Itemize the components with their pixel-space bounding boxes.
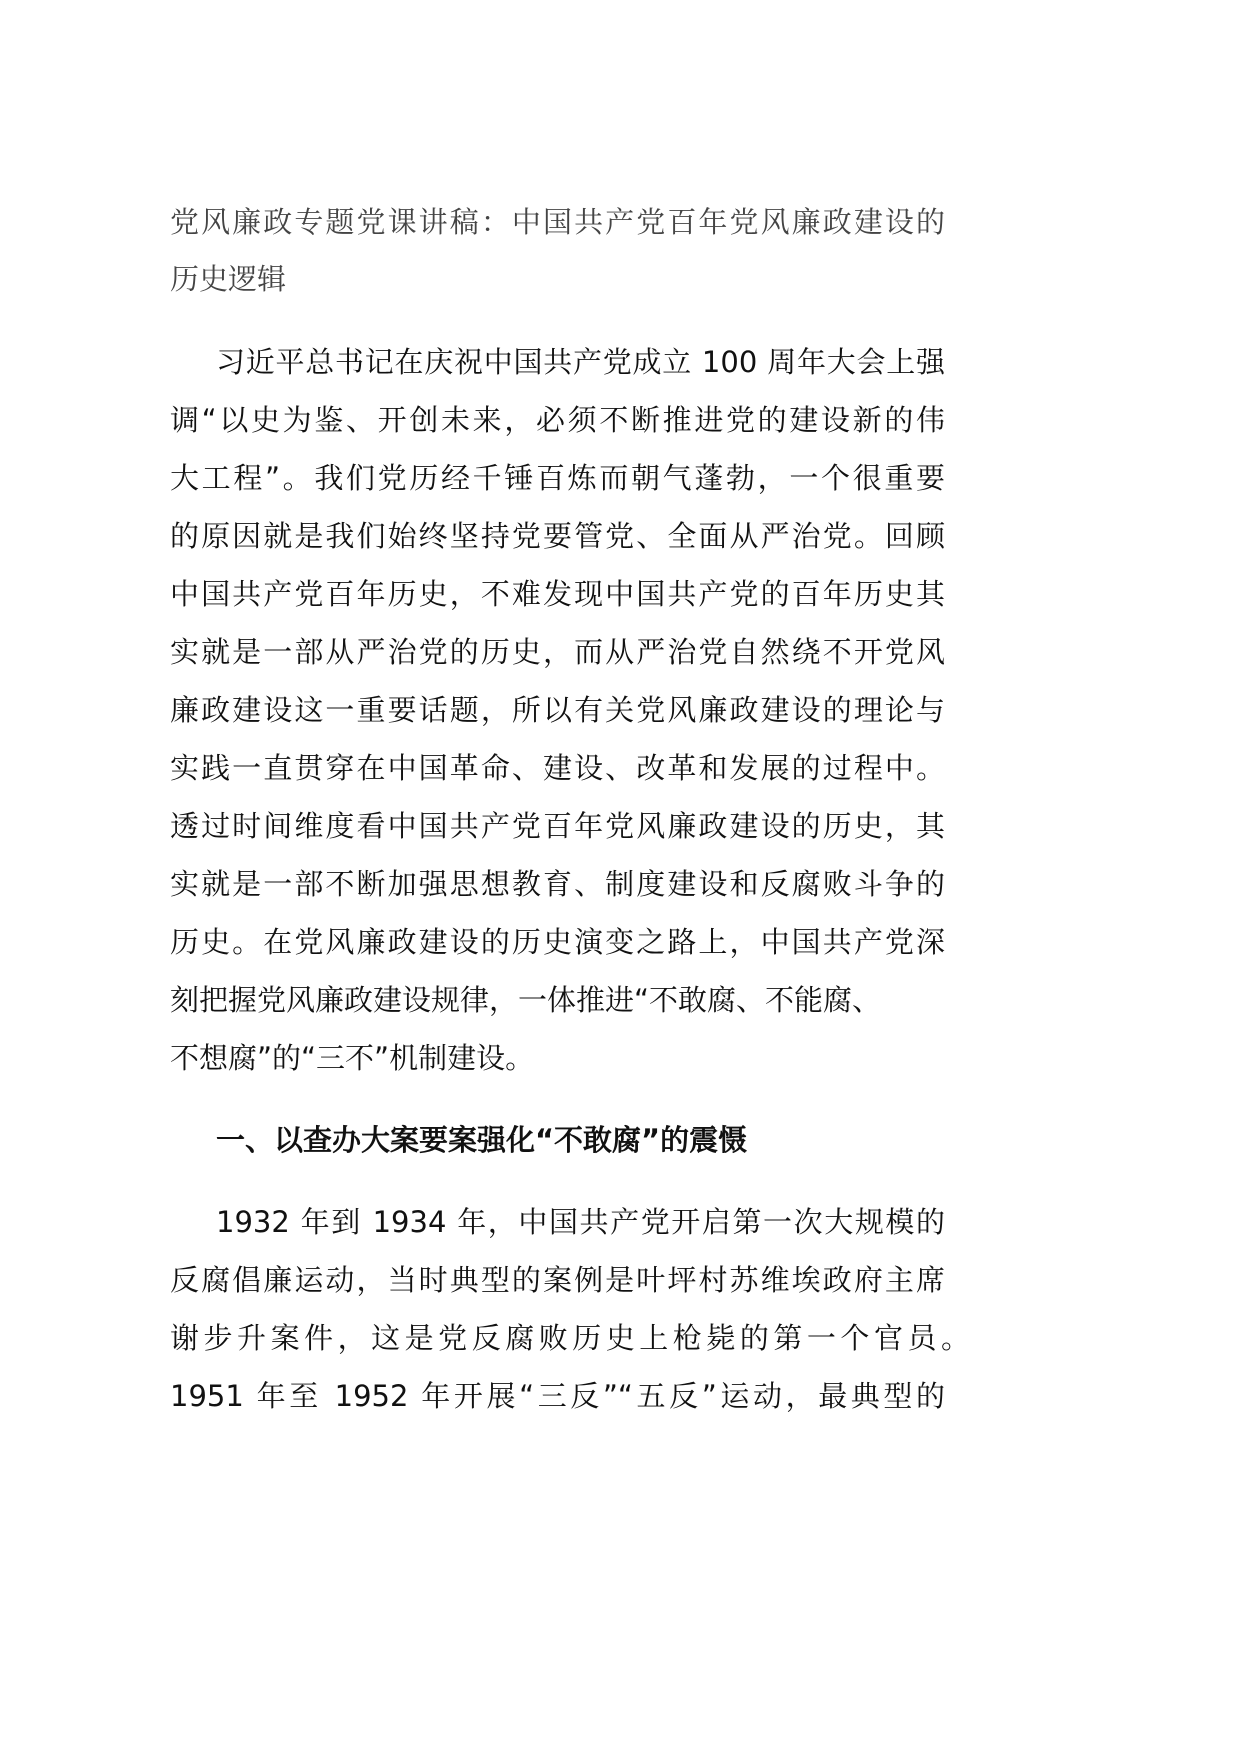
paragraph-line: 透过时间维度看中国共产党百年党风廉政建设的历史，其 [170,809,945,843]
section-heading-1: 一、以查办大案要案强化“不敢腐”的震慑 [216,1123,748,1157]
paragraph-line: 历史。在党风廉政建设的历史演变之路上，中国共产党深 [170,925,945,959]
paragraph-line: 1951 年至 1952 年开展“三反”“五反”运动，最典型的 [170,1379,945,1413]
paragraph-line: 习近平总书记在庆祝中国共产党成立 100 周年大会上强 [216,345,945,379]
paragraph-line: 的原因就是我们始终坚持党要管党、全面从严治党。回顾 [170,519,945,553]
document-title-line-2: 历史逻辑 [170,262,287,296]
paragraph-line: 调“以史为鉴、开创未来，必须不断推进党的建设新的伟 [170,403,945,437]
paragraph-line: 实就是一部从严治党的历史，而从严治党自然绕不开党风 [170,635,945,669]
paragraph-line: 实践一直贯穿在中国革命、建设、改革和发展的过程中。 [170,751,945,785]
paragraph-line: 中国共产党百年历史，不难发现中国共产党的百年历史其 [170,577,945,611]
paragraph-line: 谢步升案件，这是党反腐败历史上枪毙的第一个官员。 [170,1321,970,1355]
paragraph-line: 不想腐”的“三不”机制建设。 [170,1041,535,1075]
paragraph-line: 刻把握党风廉政建设规律，一体推进“不敢腐、不能腐、 [170,983,882,1017]
document-title-line-1: 党风廉政专题党课讲稿：中国共产党百年党风廉政建设的 [170,205,945,239]
paragraph-line: 1932 年到 1934 年，中国共产党开启第一次大规模的 [216,1205,945,1239]
paragraph-line: 实就是一部不断加强思想教育、制度建设和反腐败斗争的 [170,867,945,901]
paragraph-line: 大工程”。我们党历经千锤百炼而朝气蓬勃，一个很重要 [170,461,945,495]
paragraph-line: 反腐倡廉运动，当时典型的案例是叶坪村苏维埃政府主席 [170,1263,945,1297]
paragraph-line: 廉政建设这一重要话题，所以有关党风廉政建设的理论与 [170,693,945,727]
